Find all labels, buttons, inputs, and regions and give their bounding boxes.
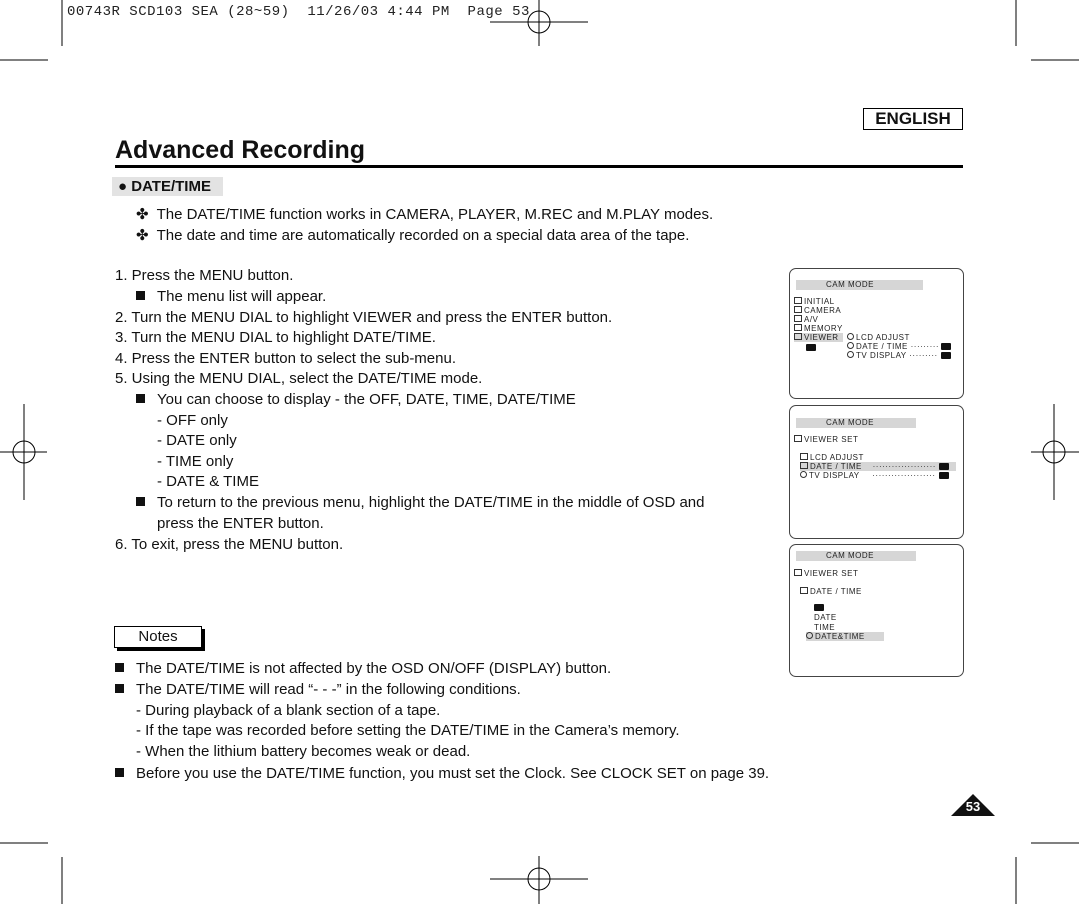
osd-sub-lcd: LCD ADJUST	[847, 333, 910, 342]
cross-bullet-icon: ✤	[136, 206, 149, 223]
note-2-sub-2: - If the tape was recorded before setting the DATE/TIME in the Camera’s memory.	[136, 722, 680, 739]
intro-line-2: ✤ The date and time are automatically recorded on a special data area of the tape.	[136, 227, 690, 244]
step-6: 6. To exit, press the MENU button.	[115, 536, 344, 553]
osd-header: CAM MODE	[796, 280, 923, 290]
date-time-value-icon	[941, 343, 951, 350]
osd-item-lcd: LCD ADJUST	[800, 453, 864, 462]
square-bullet-icon	[136, 497, 145, 506]
osd-parent-viewer-set: VIEWER SET	[794, 569, 858, 578]
osd-item-camera: CAMERA	[794, 306, 841, 315]
note-2-sub-1: - During playback of a blank section of a tape.	[136, 702, 441, 719]
osd-option-datetime: DATE&TIME	[806, 632, 884, 641]
osd-menu-screen	[789, 268, 964, 399]
note-2: The DATE/TIME will read “- - -” in the following conditions.	[115, 681, 521, 698]
option-date-time: - DATE & TIME	[157, 473, 259, 490]
page-number: 53	[965, 799, 981, 814]
option-off: - OFF only	[157, 412, 228, 429]
step-5: 5. Using the MENU DIAL, select the DATE/TIME mode.	[115, 370, 483, 387]
step-3: 3. Turn the MENU DIAL to highlight DATE/TIME.	[115, 329, 436, 346]
square-bullet-icon	[115, 663, 124, 672]
section-bullet-icon: ●	[118, 178, 128, 195]
osd-option-time: TIME	[814, 623, 836, 632]
square-bullet-icon	[115, 684, 124, 693]
step-5-note: You can choose to display - the OFF, DATE, TIME, DATE/TIME	[136, 391, 576, 408]
osd-item-viewer: VIEWER	[794, 333, 843, 342]
step-5-return-note: To return to the previous menu, highlight the DATE/TIME in the middle of OSD and	[136, 494, 705, 511]
osd-item-av: A/V	[794, 315, 818, 324]
osd-item-datetime: DATE / TIME ····················	[800, 462, 956, 471]
step-1: 1. Press the MENU button.	[115, 267, 294, 284]
osd-header: CAM MODE	[796, 551, 916, 561]
osd-option-date: DATE	[814, 613, 837, 622]
osd-sub-tv: TV DISPLAY ·········	[847, 351, 938, 360]
step-4: 4. Press the ENTER button to select the sub-menu.	[115, 350, 457, 367]
date-time-value-icon	[939, 463, 949, 470]
off-option-icon	[814, 604, 824, 611]
option-date: - DATE only	[157, 432, 237, 449]
intro-line-1: ✤ The DATE/TIME function works in CAMERA, PLAYER, M.REC and M.PLAY modes.	[136, 206, 714, 223]
note-1: The DATE/TIME is not affected by the OSD ON/OFF (DISPLAY) button.	[115, 660, 611, 677]
square-bullet-icon	[136, 291, 145, 300]
step-1-note: The menu list will appear.	[136, 288, 326, 305]
notes-label: Notes	[114, 626, 202, 648]
note-2-sub-3: - When the lithium battery becomes weak or dead.	[136, 743, 471, 760]
cross-bullet-icon: ✤	[136, 227, 149, 244]
osd-item-memory: MEMORY	[794, 324, 843, 333]
print-header: 00743R SCD103 SEA (28~59) 11/26/03 4:44 PM Page 53	[67, 4, 530, 20]
section-title	[112, 177, 223, 196]
osd-datetime-screen	[789, 544, 964, 677]
osd-parent-viewer-set: VIEWER SET	[794, 435, 858, 444]
title-rule	[115, 165, 963, 168]
osd-viewer-set-screen	[789, 405, 964, 539]
step-5-return-note-cont: press the ENTER button.	[157, 515, 324, 532]
square-bullet-icon	[115, 768, 124, 777]
tv-display-value-icon	[939, 472, 949, 479]
viewer-icon	[806, 344, 816, 351]
page-title: Advanced Recording	[115, 136, 366, 164]
osd-header: CAM MODE	[796, 418, 916, 428]
option-time: - TIME only	[157, 453, 234, 470]
osd-sub-datetime: DATE / TIME ·········	[847, 342, 939, 351]
language-tab: ENGLISH	[863, 108, 963, 130]
note-3: Before you use the DATE/TIME function, you must set the Clock. See CLOCK SET on page 39.	[115, 765, 769, 782]
section-title-text: DATE/TIME	[131, 178, 211, 195]
osd-item-initial: INITIAL	[794, 297, 835, 306]
osd-item-tv: TV DISPLAY ····················	[800, 471, 936, 480]
osd-child-datetime: DATE / TIME	[800, 587, 862, 596]
tv-display-value-icon	[941, 352, 951, 359]
step-2: 2. Turn the MENU DIAL to highlight VIEWER and press the ENTER button.	[115, 309, 613, 326]
square-bullet-icon	[136, 394, 145, 403]
